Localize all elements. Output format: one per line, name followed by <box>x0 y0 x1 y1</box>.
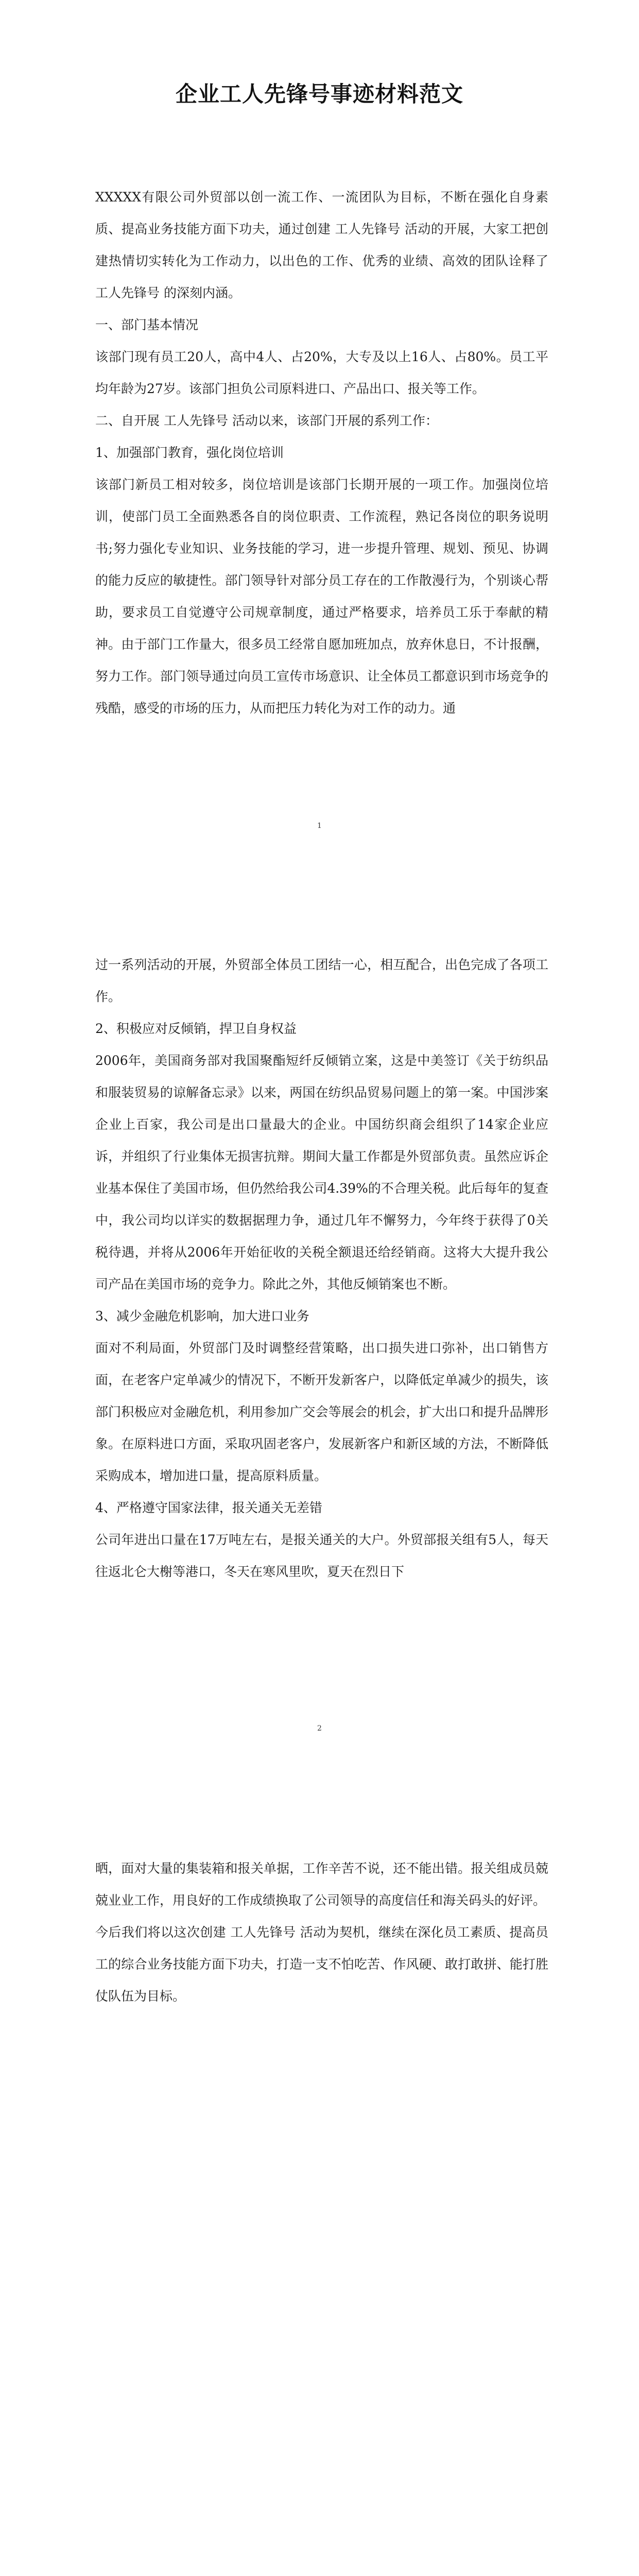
paragraph: 面对不利局面，外贸部门及时调整经营策略，出口损失进口弥补，出口销售方面，在老客户定单减少的情况下，不断开发新客户，以降低定单减少的损失，该部门积极应对金融危机，利用参加广交会等展会的机会，扩大出口和提升品牌形象。在原料进口方面，采取巩固老客户，发展新客户和新区域的方法，不断降低采购成本，增加进口量，提高原料质量。 <box>95 1341 548 1483</box>
page-number: 2 <box>317 1724 322 1733</box>
document-page-3 <box>0 1807 639 2576</box>
subsection-heading: 4、严格遵守国家法律，报关通关无差错 <box>95 1500 322 1515</box>
paragraph: 该部门新员工相对较多，岗位培训是该部门长期开展的一项工作。加强岗位培训，使部门员工全面熟悉各自的岗位职责、工作流程，熟记各岗位的职务说明书;努力强化专业知识、业务技能的学习，进一步提升管理、规划、预见、协调的能力反应的敏捷性。部门领导针对部分员工存在的工作散漫行为，个别谈心帮助，要求员工自觉遵守公司规章制度，通过严格要求，培养员工乐于奉献的精神。由于部门工作量大，很多员工经常自愿加班加点，放弃休息日，不计报酬，努力工作。部门领导通过向员工宣传市场意识、让全体员工都意识到市场竞争的残酷，感受的市场的压力，从而把压力转化为对工作的动力。通 <box>95 477 548 716</box>
page-number: 1 <box>317 822 322 830</box>
paragraph: 2006年，美国商务部对我国聚酯短纤反倾销立案，这是中美签订《关于纺织品和服装贸易的谅解备忘录》以来，两国在纺织品贸易问题上的第一案。中国涉案企业上百家，我公司是出口量最大的企业。中国纺织商会组织了14家企业应诉，并组织了行业集体无损害抗辩。期间大量工作都是外贸部负责。虽然应诉企业基本保住了美国市场，但仍然给我公司4.39%的不合理关税。此后每年的复查中，我公司均以详实的数据据理力争，通过几年不懈努力，今年终于获得了0关税待遇，并将从2006年开始征收的关税全额退还给经销商。这将大大提升我公司产品在美国市场的竞争力。除此之外，其他反倾销案也不断。 <box>95 1053 548 1292</box>
page-1-body <box>95 181 548 724</box>
subsection-heading: 2、积极应对反倾销，捍卫自身权益 <box>95 1021 297 1036</box>
subsection-heading: 1、加强部门教育，强化岗位培训 <box>95 445 284 460</box>
paragraph: XXXXX有限公司外贸部以创一流工作、一流团队为目标，不断在强化自身素质、提高业务技能方面下功夫，通过创建 工人先锋号 活动的开展，大家工把创建热情切实转化为工作动力，以出色的工作、优秀的业绩、高效的团队诠释了 工人先锋号 的深刻内涵。 <box>95 190 548 300</box>
document-page-1 <box>0 0 639 904</box>
section-heading: 二、自开展 工人先锋号 活动以来，该部门开展的系列工作： <box>95 413 438 428</box>
paragraph: 公司年进出口量在17万吨左右，是报关通关的大户。外贸部报关组有5人，每天往返北仑大榭等港口，冬天在寒风里吹，夏天在烈日下 <box>95 1532 548 1579</box>
document-page-2 <box>0 904 639 1807</box>
page-2-body <box>95 949 548 1588</box>
paragraph: 晒，面对大量的集装箱和报关单据，工作辛苦不说，还不能出错。报关组成员兢兢业业工作，用良好的工作成绩换取了公司领导的高度信任和海关码头的好评。 <box>95 1861 548 1908</box>
subsection-heading: 3、减少金融危机影响，加大进口业务 <box>95 1309 309 1324</box>
paragraph: 过一系列活动的开展，外贸部全体员工团结一心，相互配合，出色完成了各项工作。 <box>95 957 548 1004</box>
paragraph: 该部门现有员工20人，高中4人、占20%，大专及以上16人、占80%。员工平均年龄为27岁。该部门担负公司原料进口、产品出口、报关等工作。 <box>95 349 548 396</box>
page-3-body <box>95 1853 548 2012</box>
paragraph: 今后我们将以这次创建 工人先锋号 活动为契机，继续在深化员工素质、提高员工的综合业务技能方面下功夫，打造一支不怕吃苦、作风硬、敢打敢拼、能打胜仗队伍为目标。 <box>95 1925 548 2004</box>
section-heading: 一、部门基本情况 <box>95 317 199 332</box>
document-title: 企业工人先锋号事迹材料范文 <box>175 81 463 107</box>
